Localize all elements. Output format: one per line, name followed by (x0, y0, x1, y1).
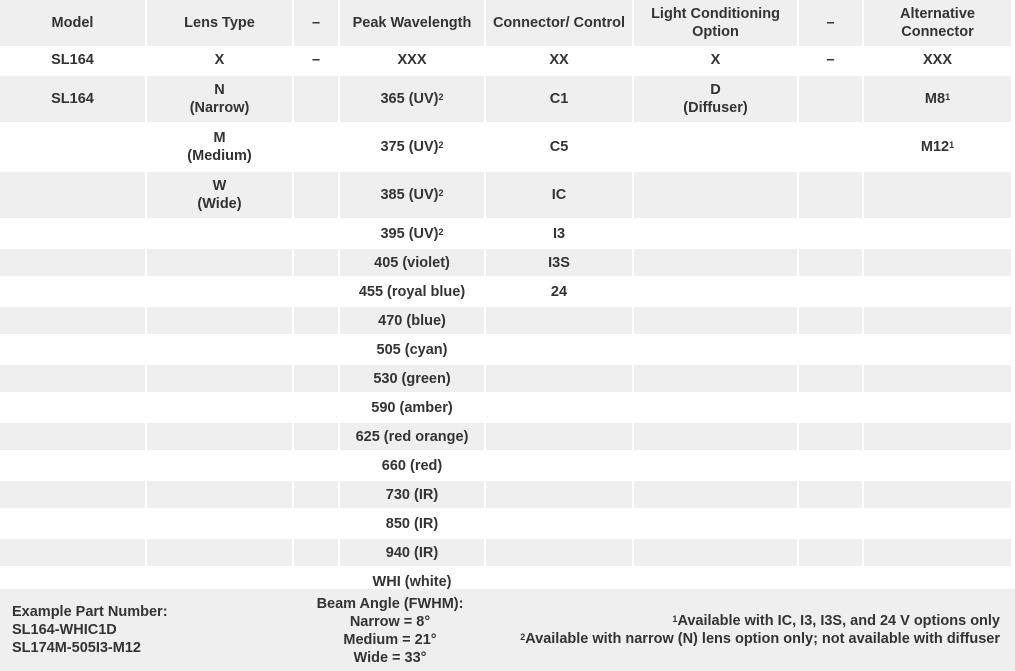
peak-wavelength-cell (340, 247, 484, 276)
peak-wavelength-cell-value: 530 (green) (373, 370, 451, 387)
header-model: Model (0, 0, 145, 46)
peak-wavelength-cell (340, 363, 484, 392)
light-conditioning-cell (634, 122, 797, 170)
light-conditioning-cell (634, 537, 797, 566)
lens-cell (147, 450, 292, 479)
connector-cell-value: 24 (550, 283, 568, 300)
alternative-connector-cell (864, 421, 1011, 450)
peak-wavelength-cell-footnote-mark: 2 (438, 226, 444, 237)
table-row (0, 170, 1011, 218)
table-row (0, 363, 1011, 392)
pattern-lens: X (147, 46, 292, 74)
connector-cell (486, 170, 632, 218)
table-row (0, 392, 1011, 421)
alternative-connector-cell (864, 305, 1011, 334)
dash-2-cell (799, 392, 862, 421)
lens-cell (147, 218, 292, 247)
dash-1-cell (294, 122, 338, 170)
table-row (0, 122, 1011, 170)
connector-cell-value: I3S (548, 254, 570, 271)
light-conditioning-cell (634, 218, 797, 247)
model-cell (0, 363, 145, 392)
alternative-connector-cell (864, 334, 1011, 363)
peak-wavelength-cell (340, 334, 484, 363)
connector-cell (486, 122, 632, 170)
lens-cell (147, 276, 292, 305)
alternative-connector-cell-footnote-mark: 1 (949, 140, 955, 150)
connector-cell (486, 218, 632, 247)
alternative-connector-cell (864, 122, 1011, 170)
light-conditioning-cell (634, 479, 797, 508)
lens-cell (147, 334, 292, 363)
dash-1-cell (294, 218, 338, 247)
peak-wavelength-cell-value: WHI (white) (372, 573, 452, 590)
dash-1-cell (294, 170, 338, 218)
alternative-connector-cell (864, 508, 1011, 537)
dash-2-cell (799, 276, 862, 305)
peak-wavelength-cell (340, 218, 484, 247)
connector-cell (486, 334, 632, 363)
alternative-connector-cell-value: M8 (924, 91, 946, 107)
beam-angle-info (300, 595, 480, 667)
alternative-connector-cell (864, 170, 1011, 218)
peak-wavelength-cell (340, 122, 484, 170)
table-row (0, 247, 1011, 276)
peak-wavelength-cell-value: 470 (blue) (378, 312, 446, 329)
alternative-connector-cell (864, 479, 1011, 508)
light-conditioning-cell (634, 508, 797, 537)
beam-medium: Medium = 21° (343, 632, 437, 648)
header-lens-type: Lens Type (147, 0, 292, 46)
pattern-peak: XXX (340, 46, 484, 74)
table-row (0, 74, 1011, 122)
table-row (0, 305, 1011, 334)
dash-1-cell (294, 363, 338, 392)
table-row (0, 218, 1011, 247)
peak-wavelength-cell-value: 505 (cyan) (376, 341, 448, 358)
peak-wavelength-cell (340, 450, 484, 479)
lens-cell-description: (Medium) (187, 148, 252, 164)
pattern-model: SL164 (0, 46, 145, 74)
light-conditioning-cell (634, 305, 797, 334)
table-row (0, 334, 1011, 363)
peak-wavelength-cell-footnote-mark: 2 (438, 140, 444, 150)
dash-2-cell (799, 218, 862, 247)
dash-2-cell (799, 334, 862, 363)
dash-1-cell (294, 479, 338, 508)
table-row (0, 450, 1011, 479)
header-dash-1: – (294, 0, 338, 46)
example-part-numbers (12, 603, 168, 657)
table-row (0, 508, 1011, 537)
peak-wavelength-cell-value: 940 (IR) (385, 544, 439, 561)
dash-1-cell (294, 508, 338, 537)
peak-wavelength-cell (340, 421, 484, 450)
dash-2-cell (799, 508, 862, 537)
dash-2-cell (799, 537, 862, 566)
peak-wavelength-cell-value: 730 (IR) (385, 486, 439, 503)
lens-cell-value: M (213, 130, 226, 146)
peak-wavelength-cell-footnote-mark: 2 (438, 92, 444, 102)
lens-cell (147, 122, 292, 170)
dash-2-cell (799, 122, 862, 170)
connector-cell-value: C5 (549, 139, 569, 155)
model-cell (0, 247, 145, 276)
header-row (0, 0, 1011, 46)
header-light-conditioning: Light Conditioning Option (634, 0, 797, 46)
connector-cell-value: IC (551, 187, 567, 203)
connector-cell (486, 392, 632, 421)
model-cell (0, 334, 145, 363)
dash-2-cell (799, 421, 862, 450)
table-row (0, 479, 1011, 508)
lens-cell (147, 421, 292, 450)
alternative-connector-cell-value: M12 (920, 139, 950, 155)
dash-1-cell (294, 74, 338, 122)
light-conditioning-cell (634, 247, 797, 276)
light-conditioning-cell (634, 276, 797, 305)
dash-2-cell (799, 247, 862, 276)
dash-1-cell (294, 537, 338, 566)
model-cell (0, 508, 145, 537)
alternative-connector-cell (864, 450, 1011, 479)
pattern-row (0, 46, 1011, 74)
footnote-1-mark: 1 (672, 614, 678, 624)
peak-wavelength-cell-value: 660 (red) (381, 457, 443, 474)
lens-cell (147, 508, 292, 537)
connector-cell (486, 276, 632, 305)
pattern-connector: XX (486, 46, 632, 74)
header-connector: Connector/ Control (486, 0, 632, 46)
lens-cell (147, 247, 292, 276)
model-cell (0, 450, 145, 479)
model-cell (0, 276, 145, 305)
connector-cell (486, 247, 632, 276)
pattern-light: X (634, 46, 797, 74)
peak-wavelength-cell-value: 850 (IR) (385, 515, 439, 532)
header-dash-2: – (799, 0, 862, 46)
peak-wavelength-cell-value: 385 (UV) (380, 187, 439, 203)
model-cell (0, 392, 145, 421)
light-conditioning-cell (634, 421, 797, 450)
example-title: Example Part Number: (12, 604, 168, 620)
peak-wavelength-cell-value: 375 (UV) (380, 139, 439, 155)
model-cell (0, 537, 145, 566)
dash-1-cell (294, 450, 338, 479)
peak-wavelength-cell (340, 479, 484, 508)
dash-2-cell (799, 450, 862, 479)
lens-cell-description: (Narrow) (189, 100, 250, 116)
header-alternative-connector: Alternative Connector (864, 0, 1011, 46)
footnote-2-mark: 2 (520, 632, 526, 642)
model-cell (0, 305, 145, 334)
connector-cell (486, 508, 632, 537)
lens-cell (147, 479, 292, 508)
peak-wavelength-cell-footnote-mark: 2 (438, 188, 444, 198)
connector-cell (486, 450, 632, 479)
lens-cell (147, 74, 292, 122)
connector-cell (486, 421, 632, 450)
light-conditioning-cell (634, 392, 797, 421)
model-cell (0, 218, 145, 247)
footnote-1-text: Available with IC, I3, I3S, and 24 V options only (677, 613, 1000, 629)
alternative-connector-cell (864, 74, 1011, 122)
footnote-2 (520, 630, 1000, 648)
alternative-connector-cell (864, 363, 1011, 392)
alternative-connector-cell (864, 218, 1011, 247)
model-cell-value: SL164 (51, 91, 94, 107)
table-row (0, 537, 1011, 566)
table-row (0, 421, 1011, 450)
model-cell (0, 479, 145, 508)
lens-cell (147, 392, 292, 421)
example-part-2: SL174M-505I3-M12 (12, 640, 141, 656)
lens-cell (147, 363, 292, 392)
example-part-1: SL164-WHIC1D (12, 622, 117, 638)
peak-wavelength-cell (340, 170, 484, 218)
light-conditioning-cell-description: (Diffuser) (683, 100, 748, 116)
connector-cell-value: I3 (552, 225, 566, 242)
lens-cell (147, 305, 292, 334)
connector-cell-value: C1 (549, 91, 569, 107)
light-conditioning-cell (634, 450, 797, 479)
dash-2-cell (799, 479, 862, 508)
dash-2-cell (799, 170, 862, 218)
dash-1-cell (294, 305, 338, 334)
peak-wavelength-cell (340, 392, 484, 421)
alternative-connector-cell (864, 392, 1011, 421)
beam-narrow: Narrow = 8° (349, 614, 431, 630)
light-conditioning-cell (634, 334, 797, 363)
footnotes (520, 612, 1000, 648)
light-conditioning-cell (634, 74, 797, 122)
pattern-dash-2: – (799, 46, 862, 74)
table-row (0, 276, 1011, 305)
table-footer (0, 589, 1015, 671)
alternative-connector-cell (864, 247, 1011, 276)
alternative-connector-cell (864, 276, 1011, 305)
peak-wavelength-cell-value: 625 (red orange) (355, 428, 469, 445)
peak-wavelength-cell (340, 74, 484, 122)
peak-wavelength-cell (340, 305, 484, 334)
peak-wavelength-cell-value: 590 (amber) (371, 399, 453, 416)
header-peak-wavelength: Peak Wavelength (340, 0, 484, 46)
connector-cell (486, 363, 632, 392)
dash-1-cell (294, 276, 338, 305)
dash-1-cell (294, 421, 338, 450)
dash-1-cell (294, 247, 338, 276)
dash-1-cell (294, 334, 338, 363)
lens-cell-value: W (212, 178, 227, 194)
connector-cell (486, 74, 632, 122)
beam-title: Beam Angle (FWHM): (316, 596, 464, 612)
pattern-alt: XXX (864, 46, 1011, 74)
footnote-2-text: Available with narrow (N) lens option only; not available with diffuser (525, 631, 1000, 647)
connector-cell (486, 479, 632, 508)
peak-wavelength-cell-value: 455 (royal blue) (358, 283, 466, 300)
model-cell (0, 421, 145, 450)
dash-2-cell (799, 74, 862, 122)
lens-cell (147, 170, 292, 218)
dash-1-cell (294, 392, 338, 421)
peak-wavelength-cell-value: 395 (UV) (380, 225, 439, 242)
light-conditioning-cell (634, 363, 797, 392)
connector-cell (486, 305, 632, 334)
lens-cell-value: N (214, 82, 225, 98)
dash-2-cell (799, 305, 862, 334)
footnote-1 (520, 612, 1000, 630)
peak-wavelength-cell-value: 405 (violet) (374, 254, 450, 271)
lens-cell-description: (Wide) (197, 196, 242, 212)
alternative-connector-cell-footnote-mark: 1 (945, 92, 951, 102)
peak-wavelength-cell-value: 365 (UV) (380, 91, 439, 107)
beam-wide: Wide = 33° (353, 650, 427, 666)
peak-wavelength-cell (340, 276, 484, 305)
peak-wavelength-cell (340, 508, 484, 537)
model-cell (0, 122, 145, 170)
model-cell (0, 170, 145, 218)
connector-cell (486, 537, 632, 566)
alternative-connector-cell (864, 537, 1011, 566)
peak-wavelength-cell (340, 537, 484, 566)
model-cell (0, 74, 145, 122)
dash-2-cell (799, 363, 862, 392)
light-conditioning-cell-value: D (710, 82, 721, 98)
lens-cell (147, 537, 292, 566)
light-conditioning-cell (634, 170, 797, 218)
pattern-dash-1: – (294, 46, 338, 74)
